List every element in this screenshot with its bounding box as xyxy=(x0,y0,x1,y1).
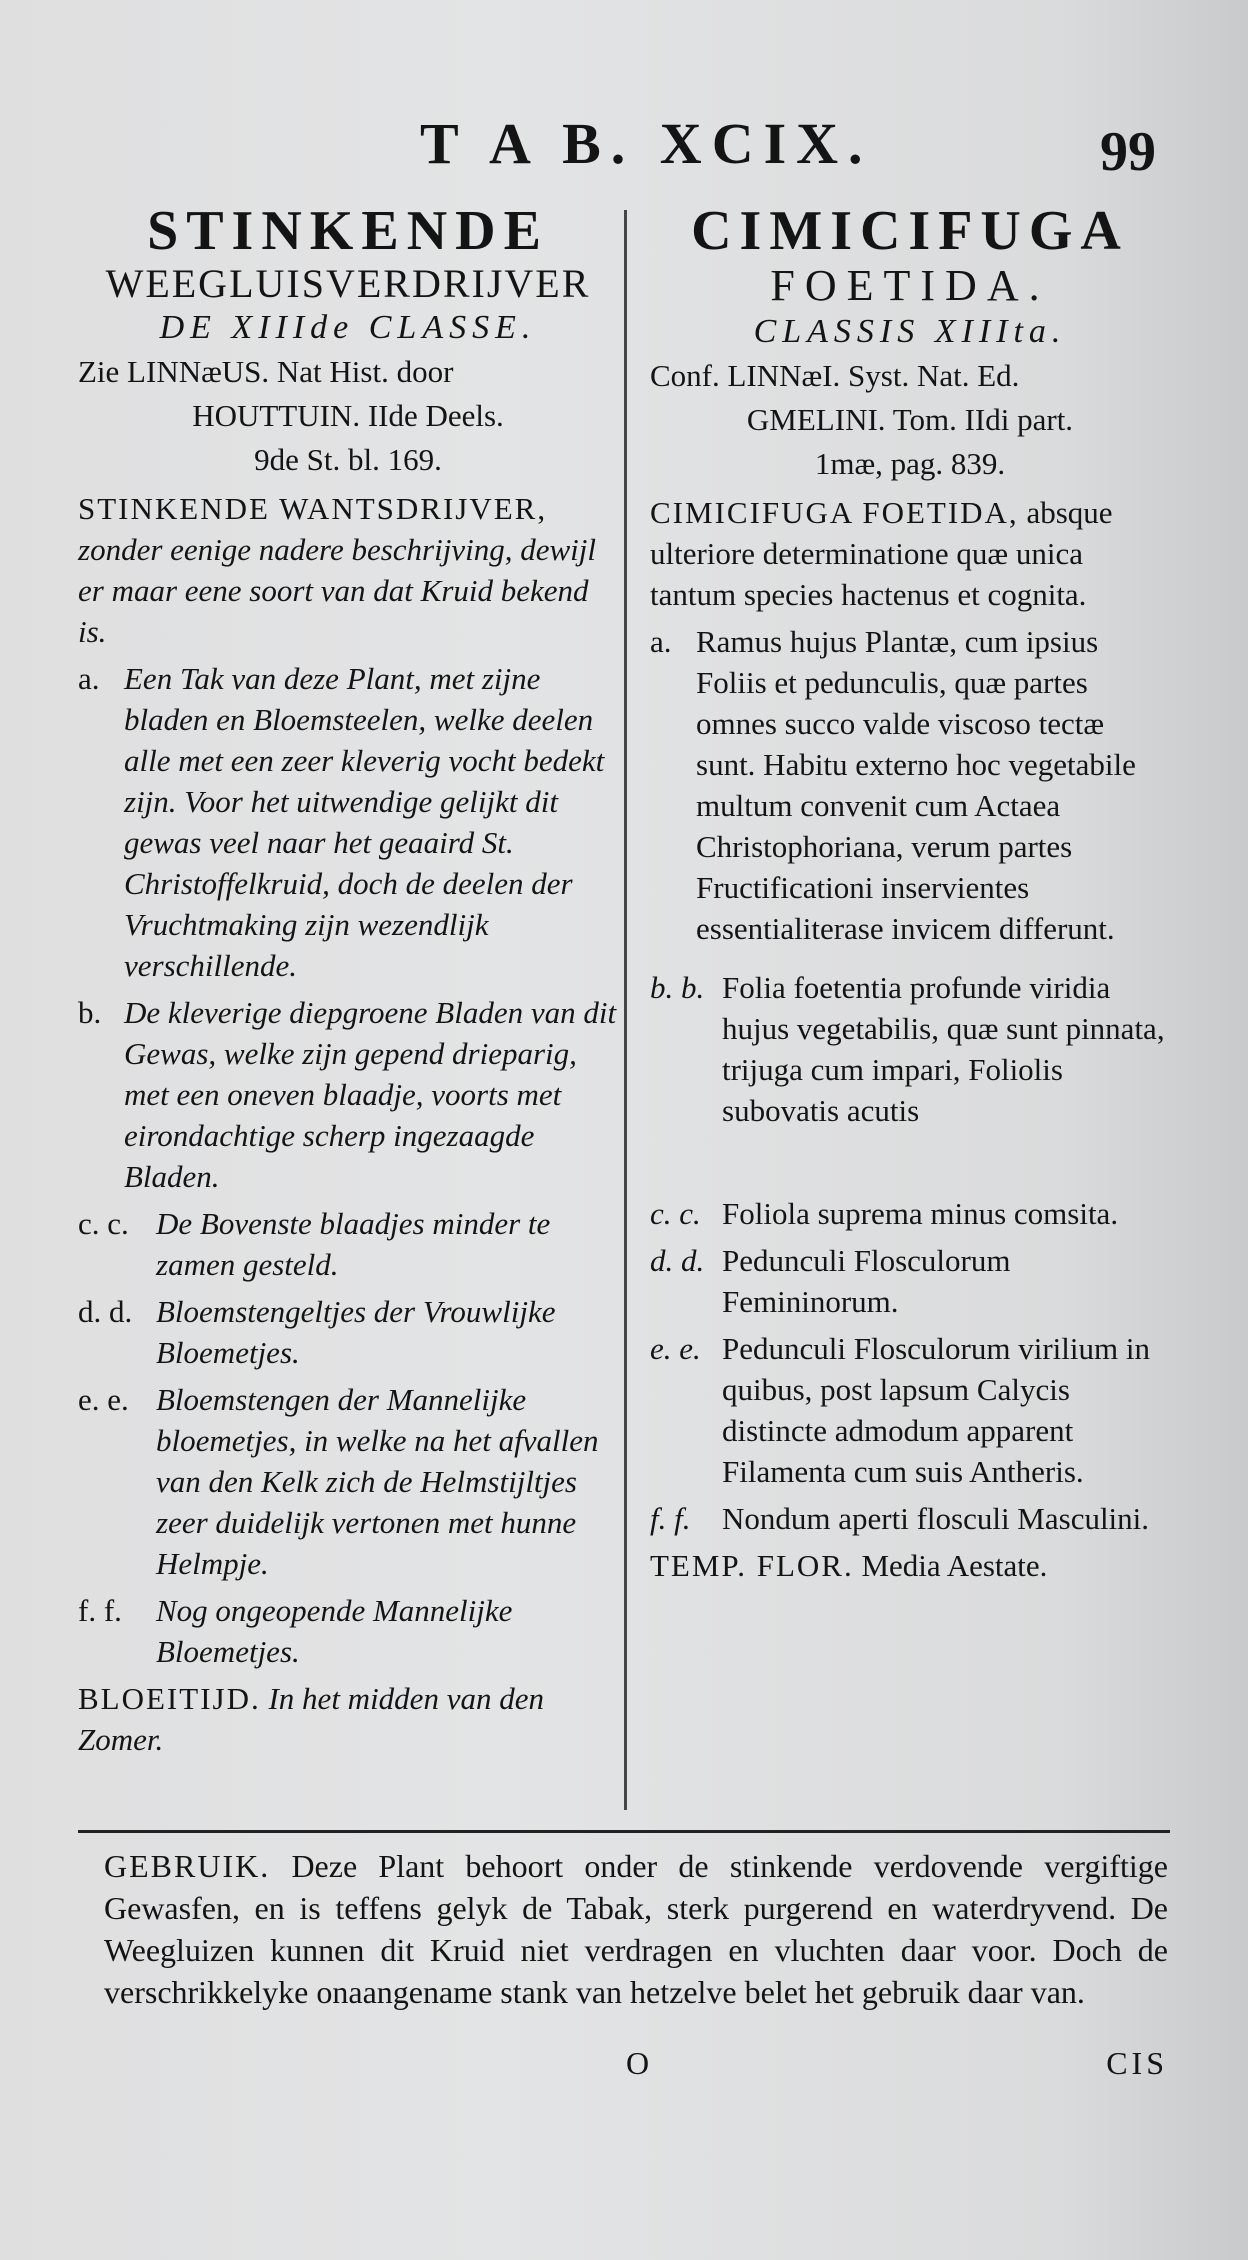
flowering-label: BLOEITIJD. xyxy=(78,1681,261,1716)
dutch-intro-text: zonder eenige nadere beschrijving, dewijl er maar eene soort van dat Kruid bekend is. xyxy=(78,532,596,649)
dutch-column xyxy=(78,200,618,1760)
dutch-item-f xyxy=(78,1590,618,1672)
dutch-flowering-time xyxy=(78,1678,618,1760)
dutch-item-d xyxy=(78,1291,618,1373)
page-header xyxy=(0,110,1248,190)
usage-label: GEBRUIK. xyxy=(104,1848,271,1884)
latin-item-f xyxy=(650,1498,1170,1539)
latin-reference-line-1: Conf. LINNæI. Syst. Nat. Ed. xyxy=(650,358,1020,393)
item-letter: c. c. xyxy=(78,1206,129,1241)
item-letter: a. xyxy=(78,661,100,696)
item-text: Nondum aperti flosculi Masculini. xyxy=(722,1501,1150,1536)
item-letter: c. c. xyxy=(650,1196,701,1231)
plate-title: T A B. XCIX. xyxy=(420,111,873,176)
dutch-title-line-2: WEEGLUISVERDRIJVER xyxy=(105,261,591,306)
item-letter: b. b. xyxy=(650,970,705,1005)
page-footer xyxy=(104,2045,1168,2090)
item-text: Nog ongeopende Mannelijke Bloemetjes. xyxy=(156,1593,513,1669)
item-letter: f. f. xyxy=(78,1593,122,1628)
dutch-intro xyxy=(78,488,618,652)
dutch-item-c xyxy=(78,1203,618,1285)
latin-title-line-1: CIMICIFUGA xyxy=(691,200,1129,262)
flowering-text: Media Aestate. xyxy=(853,1548,1048,1583)
item-text: Ramus hujus Plantæ, cum ipsius Foliis et pedunculis, quæ partes omnes succo valde viscoso tectæ sunt. Habitu externo hoc vegetabile multum convenit cum Actaea Christophoriana, verum partes Fructificationi inservientes essentialiterase invicem differunt. xyxy=(696,624,1136,946)
item-letter: d. d. xyxy=(78,1294,133,1329)
item-letter: b. xyxy=(78,995,102,1030)
item-text: De Bovenste blaadjes minder te zamen gesteld. xyxy=(156,1206,551,1282)
latin-item-d xyxy=(650,1240,1170,1322)
item-text: Pedunculi Flosculorum Femininorum. xyxy=(722,1243,1011,1319)
latin-item-c xyxy=(650,1193,1170,1234)
dutch-title-line-1: STINKENDE xyxy=(147,200,549,262)
latin-flowering-time xyxy=(650,1545,1170,1586)
latin-item-b xyxy=(650,967,1170,1131)
item-text: Bloemstengen der Mannelijke bloemetjes, in welke na het afvallen van den Kelk zich de Helmstijltjes zeer duidelijk vertonen met hunne Helmpje. xyxy=(156,1382,599,1581)
latin-item-e xyxy=(650,1328,1170,1492)
latin-reference-line-3: 1mæ, pag. 839. xyxy=(814,446,1006,481)
dutch-item-a xyxy=(78,658,618,986)
latin-intro-text: absque ulteriore determinatione quæ unica tantum species hactenus et cognita. xyxy=(650,495,1113,612)
item-letter: e. e. xyxy=(650,1331,701,1366)
catchword: CIS xyxy=(1106,2045,1168,2081)
item-text: Folia foetentia profunde viridia hujus vegetabilis, quæ sunt pinnata, trijuga cum impari, Foliolis subovatis acutis xyxy=(722,970,1165,1128)
item-text: De kleverige diepgroene Bladen van dit Gewas, welke zijn gepend drieparig, met een oneven blaadje, voorts met eirondachtige scherp ingezaagde Bladen. xyxy=(124,995,617,1194)
section-divider xyxy=(78,1830,1170,1833)
item-letter: e. e. xyxy=(78,1382,129,1417)
latin-reference-line-2: GMELINI. Tom. IIdi part. xyxy=(746,402,1074,437)
dutch-reference-line-1: Zie LINNæUS. Nat Hist. door xyxy=(78,354,454,389)
dutch-item-b xyxy=(78,992,618,1197)
usage-paragraph xyxy=(104,1845,1168,2013)
dutch-class-heading: DE XIIIde CLASSE. xyxy=(159,309,537,346)
item-letter: f. f. xyxy=(650,1501,691,1536)
latin-title-line-2: FOETIDA. xyxy=(770,261,1050,310)
dutch-reference-line-2: HOUTTUIN. IIde Deels. xyxy=(192,398,504,433)
dutch-intro-name: STINKENDE WANTSDRIJVER, xyxy=(78,491,548,526)
flowering-text: In het midden van den Zomer. xyxy=(78,1681,544,1757)
item-text: Foliola suprema minus comsita. xyxy=(722,1196,1119,1231)
dutch-item-e xyxy=(78,1379,618,1584)
dutch-reference-line-3: 9de St. bl. 169. xyxy=(254,442,442,477)
latin-item-a xyxy=(650,621,1170,949)
item-letter: a. xyxy=(650,624,672,659)
usage-text: Deze Plant behoort onder de stinkende verdovende vergiftige Gewasfen, en is teffens gelyk de Tabak, sterk purgerend en waterdryvend. De Weegluizen kunnen dit Kruid niet verdragen en vluchten daar voor. Doch de verschrikkelyke onaangename stank van hetzelve belet het gebruik daar van. xyxy=(104,1848,1168,2010)
item-text: Een Tak van deze Plant, met zijne bladen en Bloemsteelen, welke deelen alle met een zeer kleverig vocht bedekt zijn. Voor het uitwendige gelijkt dit gewas veel naar het geaaird St. Christoffelkruid, doch de deelen der Vruchtmaking zijn wezendlijk verschillende. xyxy=(124,661,605,983)
latin-intro-name: CIMICIFUGA FOETIDA, xyxy=(650,495,1019,530)
page-number: 99 xyxy=(1100,121,1156,183)
item-text: Bloemstengeltjes der Vrouwlijke Bloemetjes. xyxy=(156,1294,556,1370)
latin-intro xyxy=(650,492,1170,615)
latin-class-heading: CLASSIS XIIIta. xyxy=(753,313,1067,350)
signature-mark: O xyxy=(626,2045,650,2081)
flowering-label: TEMP. FLOR. xyxy=(650,1548,854,1583)
item-text: Pedunculi Flosculorum virilium in quibus, post lapsum Calycis distincte admodum apparent Filamenta cum suis Antheris. xyxy=(722,1331,1150,1489)
latin-column xyxy=(650,200,1170,1586)
item-letter: d. d. xyxy=(650,1243,705,1278)
column-divider xyxy=(624,210,627,1810)
